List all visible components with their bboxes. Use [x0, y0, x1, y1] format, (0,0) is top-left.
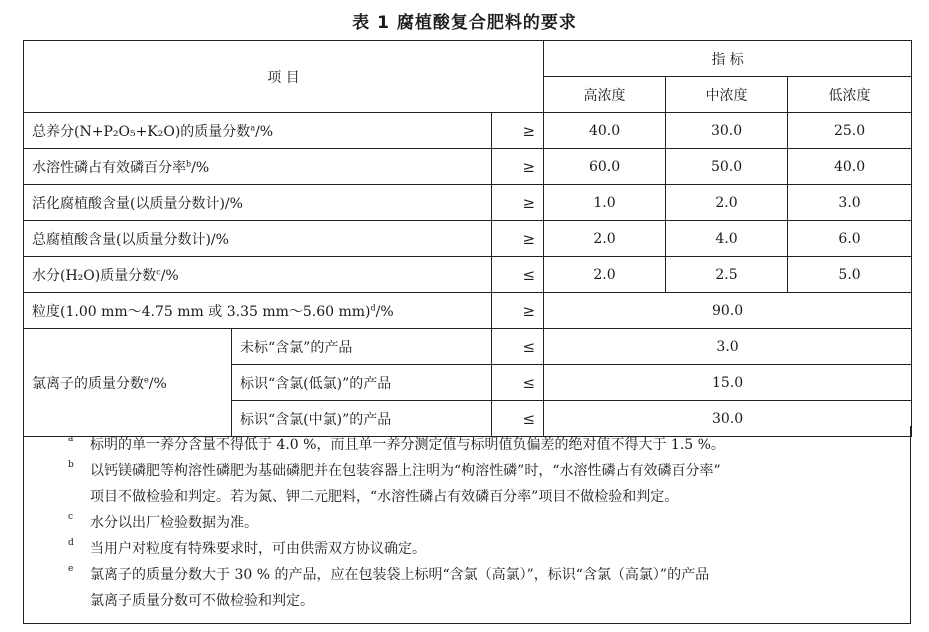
footnote-line: 水分以出厂检验数据为准。 [90, 515, 258, 531]
footnote-mark: e [68, 564, 74, 574]
row-operator: ≥ [492, 221, 544, 257]
header-item: 项 目 [24, 41, 544, 113]
chloride-sub-label: 标识“含氯(低氯)”的产品 [232, 365, 492, 401]
row-low: 3.0 [788, 185, 912, 221]
chloride-sub-value: 3.0 [544, 329, 912, 365]
header-row [24, 41, 912, 77]
table-title: 表 1 腐植酸复合肥料的要求 [352, 13, 577, 33]
row-low: 40.0 [788, 149, 912, 185]
row-item: 活化腐植酸含量(以质量分数计)/% [24, 185, 492, 221]
chloride-sub-label: 标识“含氯(中氯)”的产品 [232, 401, 492, 437]
row-low: 25.0 [788, 113, 912, 149]
requirements-table [23, 40, 912, 437]
row-operator: ≥ [492, 149, 544, 185]
footnote-line: 氯离子的质量分数大于 30 % 的产品，应在包装袋上标明“含氯（高氯）”，标识“含氯（高氯）”的产品 [90, 567, 710, 583]
footnote-line: 标明的单一养分含量不得低于 4.0 %，而且单一养分测定值与标明值负偏差的绝对值不得大于 1.5 %。 [90, 437, 725, 453]
table-row [24, 185, 912, 221]
footnote-mark: d [68, 538, 74, 548]
header-mid: 中浓度 [666, 77, 788, 113]
chloride-sub-label: 未标“含氯”的产品 [232, 329, 492, 365]
row-operator: ≥ [492, 185, 544, 221]
row-high: 60.0 [544, 149, 666, 185]
table-row [24, 149, 912, 185]
row-operator: ≤ [492, 257, 544, 293]
row-mid: 2.5 [666, 257, 788, 293]
footnote-mark: b [68, 460, 74, 470]
row-mid: 50.0 [666, 149, 788, 185]
footnotes-box [23, 426, 911, 624]
row-operator: ≥ [492, 293, 544, 329]
table-row [24, 221, 912, 257]
row-item: 总腐植酸含量(以质量分数计)/% [24, 221, 492, 257]
row-operator: ≤ [492, 401, 544, 437]
header-low: 低浓度 [788, 77, 912, 113]
row-low: 5.0 [788, 257, 912, 293]
header-high: 高浓度 [544, 77, 666, 113]
chloride-sub-value: 15.0 [544, 365, 912, 401]
row-high: 2.0 [544, 257, 666, 293]
row-low: 6.0 [788, 221, 912, 257]
footnote-mark: c [68, 512, 74, 522]
table-row [24, 113, 912, 149]
footnote-line: 氯离子质量分数可不做检验和判定。 [90, 593, 314, 609]
row-item: 水溶性磷占有效磷百分率$^b$/% [24, 149, 492, 185]
row-operator: ≤ [492, 329, 544, 365]
row-operator: ≤ [492, 365, 544, 401]
row-item: 粒度(1.00 mm～4.75 mm 或 3.35 mm～5.60 mm)$^d$/% [24, 293, 492, 329]
row-all: 90.0 [544, 293, 912, 329]
table-row [24, 329, 912, 365]
table-row [24, 257, 912, 293]
footnote-line: 以钙镁磷肥等枸溶性磷肥为基础磷肥并在包装容器上注明为“枸溶性磷”时，“水溶性磷占有效磷百分率” [90, 463, 721, 479]
footnote-line: 项目不做检验和判定。若为氮、钾二元肥料，“水溶性磷占有效磷百分率”项目不做检验和判定。 [90, 489, 679, 505]
row-high: 1.0 [544, 185, 666, 221]
footnote-mark: a [68, 434, 74, 444]
row-high: 2.0 [544, 221, 666, 257]
row-mid: 30.0 [666, 113, 788, 149]
row-item: 总养分(N+P₂O₅+K₂O)的质量分数$^a$/% [24, 113, 492, 149]
row-mid: 4.0 [666, 221, 788, 257]
row-item: 水分(H₂O)质量分数$^c$/% [24, 257, 492, 293]
row-high: 40.0 [544, 113, 666, 149]
header-indicator: 指 标 [544, 41, 912, 77]
row-mid: 2.0 [666, 185, 788, 221]
chloride-sub-value: 30.0 [544, 401, 912, 437]
chloride-item: 氯离子的质量分数$^e$/% [24, 329, 232, 437]
row-operator: ≥ [492, 113, 544, 149]
footnote-line: 当用户对粒度有特殊要求时，可由供需双方协议确定。 [90, 541, 426, 557]
table-row [24, 293, 912, 329]
